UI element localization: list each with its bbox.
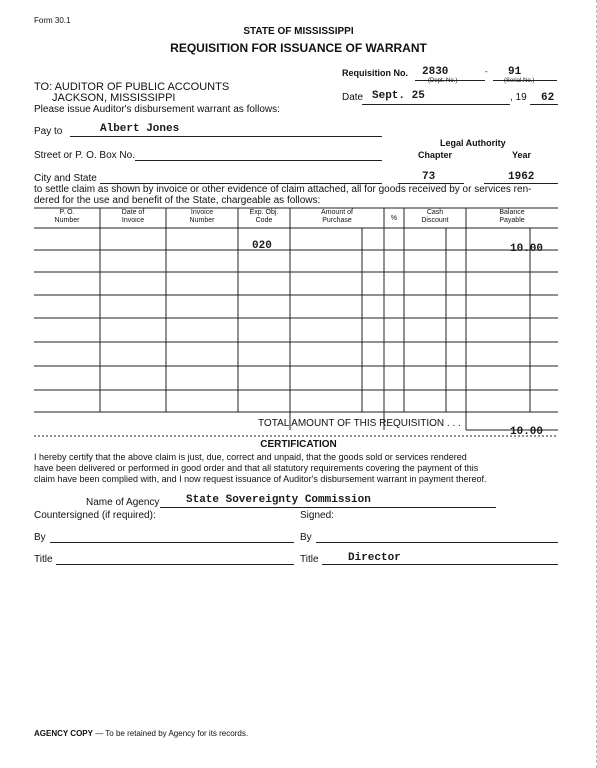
pay-to-value: Albert Jones bbox=[100, 123, 180, 135]
instruction-text: Please issue Auditor's disbursement warrant as follows: bbox=[34, 104, 280, 115]
total-value: 10.00 bbox=[510, 426, 544, 438]
city-label: City and State bbox=[34, 173, 97, 184]
date-label: Date bbox=[342, 92, 364, 103]
footer-note bbox=[34, 729, 248, 738]
title-line-left bbox=[56, 564, 294, 565]
col-amount: Amount of Purchase bbox=[321, 209, 353, 224]
requisition-separator: - bbox=[485, 67, 488, 76]
countersigned-label: Countersigned (if required): bbox=[34, 510, 156, 521]
certification-line-3: claim have been complied with, and I now request issuance of Auditor's disbursement warrant in payment thereof. bbox=[34, 474, 487, 484]
street-label: Street or P. O. Box No. bbox=[34, 150, 135, 161]
dept-no-value: 2830 bbox=[422, 66, 449, 78]
title-value: Director bbox=[348, 552, 401, 564]
agency-value: State Sovereignty Commission bbox=[186, 494, 371, 506]
form-number: Form 30.1 bbox=[34, 16, 71, 25]
document-title: REQUISITION FOR ISSUANCE OF WARRANT bbox=[170, 41, 427, 55]
footer-label: AGENCY COPY bbox=[34, 729, 93, 738]
col-balance-payable: Balance Payable bbox=[499, 209, 525, 224]
agency-line bbox=[160, 507, 496, 508]
col-exp-code: Exp. Obj. Code bbox=[249, 209, 279, 224]
title-label-right: Title bbox=[300, 554, 319, 565]
col-cash-discount: Cash Discount bbox=[421, 209, 449, 224]
total-label: TOTAL AMOUNT OF THIS REQUISITION . . . bbox=[258, 418, 461, 429]
chapter-label: Chapter bbox=[418, 150, 453, 160]
serial-no-value: 91 bbox=[508, 66, 522, 78]
year-value: 62 bbox=[541, 92, 555, 104]
row1-balance: 10.00 bbox=[510, 243, 544, 255]
title-line-right bbox=[322, 564, 558, 565]
title-label-left: Title bbox=[34, 554, 53, 565]
legal-authority-label: Legal Authority bbox=[440, 138, 506, 148]
serial-no-hint: (Serial No.) bbox=[504, 78, 535, 84]
by-label-right: By bbox=[300, 532, 312, 543]
year-authority-value: 1962 bbox=[508, 171, 535, 183]
col-invoice-date: Date of Invoice bbox=[121, 209, 145, 224]
dept-no-hint: (Dept. No.) bbox=[428, 78, 458, 84]
signed-label: Signed: bbox=[300, 510, 334, 521]
col-percent: % bbox=[390, 215, 398, 222]
pay-to-label: Pay to bbox=[34, 126, 63, 137]
col-po-number: P. O. Number bbox=[54, 209, 80, 224]
addressee-line-2: JACKSON, MISSISSIPPI bbox=[52, 92, 176, 104]
row1-exp-code: 020 bbox=[252, 240, 272, 252]
chapter-value: 73 bbox=[422, 171, 436, 183]
agency-label: Name of Agency bbox=[86, 497, 160, 508]
certification-line-2: have been delivered or performed in good order and that all statutory requirements covering the payment of this bbox=[34, 463, 479, 473]
col-invoice-number: Invoice Number bbox=[189, 209, 215, 224]
date-value: Sept. 25 bbox=[372, 90, 425, 102]
by-label-left: By bbox=[34, 532, 46, 543]
addressee-line-1: TO: AUDITOR OF PUBLIC ACCOUNTS bbox=[34, 81, 230, 93]
by-line-right bbox=[316, 542, 558, 543]
state-title: STATE OF MISSISSIPPI bbox=[243, 26, 354, 37]
year-prefix: , 19 bbox=[510, 92, 527, 103]
certification-line-1: I hereby certify that the above claim is just, due, correct and unpaid, that the goods sold or services rendered bbox=[34, 452, 467, 462]
certification-title: CERTIFICATION bbox=[260, 439, 337, 450]
by-line-left bbox=[50, 542, 294, 543]
requisition-label: Requisition No. bbox=[342, 68, 408, 78]
settle-text-2: dered for the use and benefit of the State, chargeable as follows: bbox=[34, 195, 321, 206]
settle-text-1: to settle claim as shown by invoice or other evidence of claim attached, all for goods received by or services ren- bbox=[34, 184, 532, 195]
footer-text: — To be retained by Agency for its records. bbox=[95, 729, 249, 738]
year-label: Year bbox=[512, 150, 532, 160]
